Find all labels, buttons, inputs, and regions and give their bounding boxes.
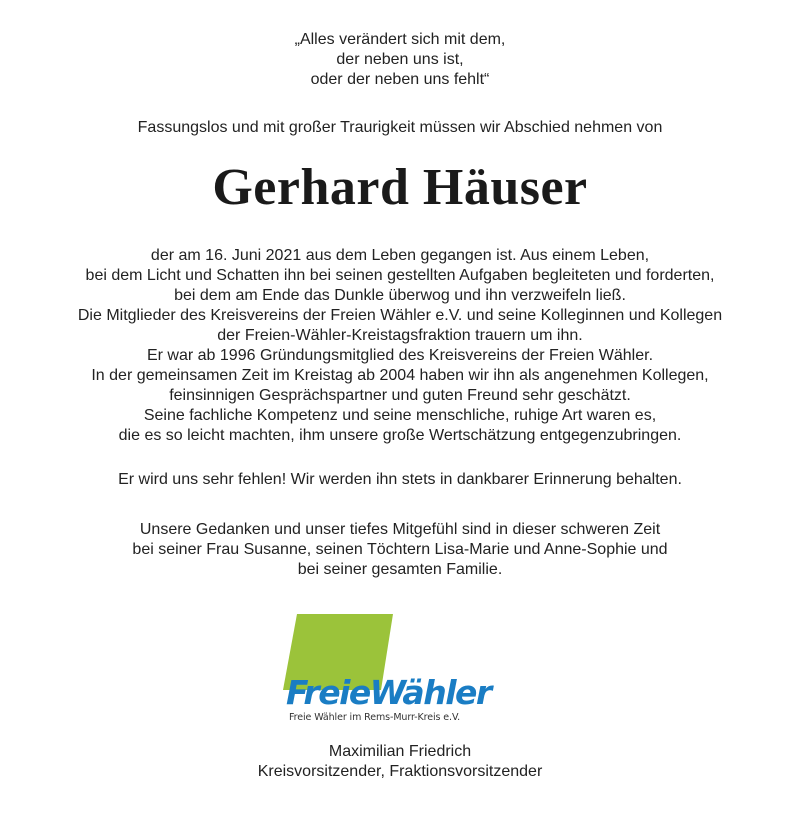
body-line: bei dem Licht und Schatten ihn bei seinen gestellten Aufgaben begleiteten und forderten, — [85, 267, 715, 284]
condolence-line: Unsere Gedanken und unser tiefes Mitgefühl sind in dieser schweren Zeit — [139, 521, 661, 538]
intro-text: Fassungslos und mit großer Traurigkeit müssen wir Abschied nehmen von — [137, 119, 663, 136]
logo-wordmark: FreieWähler — [286, 673, 491, 712]
quote-line: „Alles verändert sich mit dem, — [294, 31, 506, 48]
condolence-line: bei seiner gesamten Familie. — [297, 561, 503, 578]
body-line: feinsinnigen Gesprächspartner und guten Freund sehr geschätzt. — [169, 387, 631, 404]
freie-waehler-logo — [280, 610, 520, 730]
signature — [0, 742, 800, 782]
closing-text: Er wird uns sehr fehlen! Wir werden ihn stets in dankbarer Erinnerung behalten. — [118, 471, 682, 488]
body-line: der am 16. Juni 2021 aus dem Leben gegangen ist. Aus einem Leben, — [150, 247, 650, 264]
quote-line: der neben uns ist, — [336, 51, 464, 68]
logo-subtitle: Freie Wähler im Rems-Murr-Kreis e.V. — [289, 712, 461, 723]
signatory-name: Maximilian Friedrich — [328, 743, 472, 760]
quote-line: oder der neben uns fehlt“ — [310, 71, 490, 88]
body-line: In der gemeinsamen Zeit im Kreistag ab 2004 haben wir ihn als angenehmen Kollegen, — [91, 367, 709, 384]
body-line: bei dem am Ende das Dunkle überwog und ihn verzweifeln ließ. — [174, 287, 626, 304]
condolence-text — [0, 520, 800, 580]
eulogy-body — [0, 246, 800, 446]
deceased-name: Gerhard Häuser — [212, 159, 588, 216]
body-line: Seine fachliche Kompetenz und seine menschliche, ruhige Art waren es, — [143, 407, 657, 424]
body-line: der Freien-Wähler-Kreistagsfraktion trauern um ihn. — [217, 327, 583, 344]
body-line: Er war ab 1996 Gründungsmitglied des Kreisvereins der Freien Wähler. — [146, 347, 654, 364]
epigraph-quote — [0, 30, 800, 90]
body-line: die es so leicht machten, ihm unsere große Wertschätzung entgegenzubringen. — [118, 427, 682, 444]
body-line: Die Mitglieder des Kreisvereins der Freien Wähler e.V. und seine Kolleginnen und Kollegen — [77, 307, 723, 324]
signatory-title: Kreisvorsitzender, Fraktionsvorsitzender — [257, 763, 543, 780]
condolence-line: bei seiner Frau Susanne, seinen Töchtern Lisa-Marie und Anne-Sophie und — [132, 541, 668, 558]
